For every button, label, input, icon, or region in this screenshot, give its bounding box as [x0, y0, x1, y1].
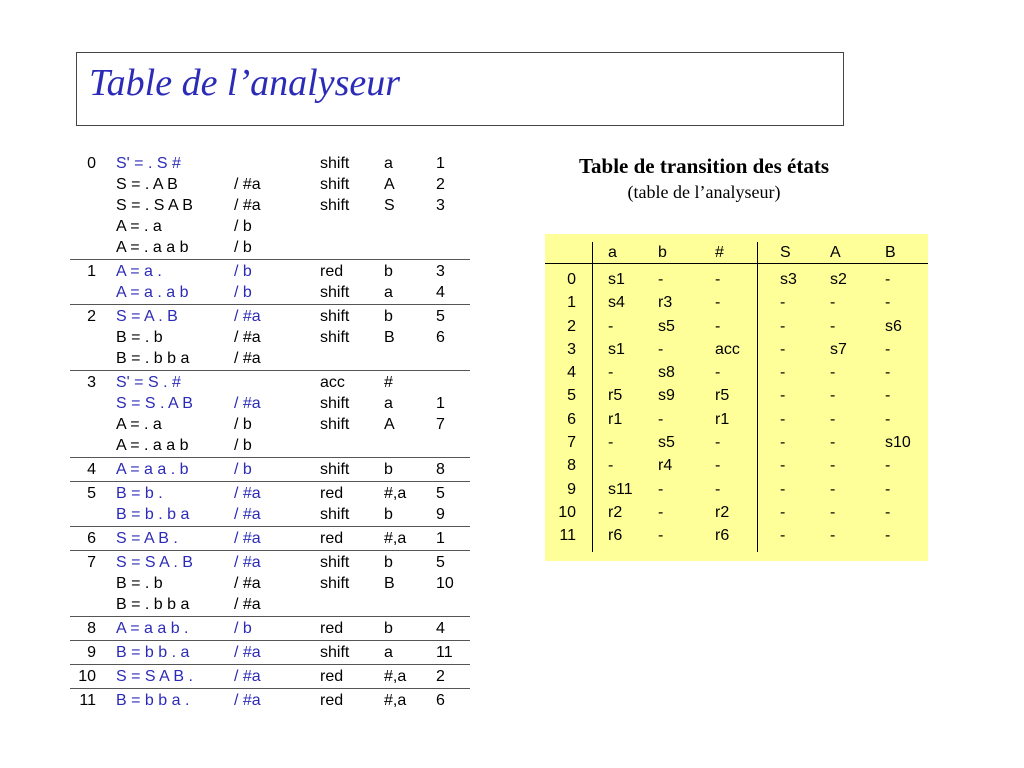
item-production: B = b .: [116, 485, 163, 502]
transition-cell: s7: [830, 340, 847, 358]
transition-cell: -: [780, 457, 786, 475]
transition-row: [545, 408, 928, 431]
transition-cell: -: [830, 364, 836, 382]
item-production: S = . S A B: [116, 197, 193, 214]
item-production: B = . b: [116, 329, 163, 346]
item-symbol: b: [384, 620, 393, 637]
state-item-row: [70, 348, 470, 369]
item-symbol: a: [384, 155, 393, 172]
transition-cell: -: [780, 480, 786, 498]
transition-cell: r4: [658, 457, 673, 475]
state-number: 6: [87, 530, 96, 547]
transition-cell: s5: [658, 317, 675, 335]
item-target: 5: [436, 485, 445, 502]
state-block-1: [70, 260, 470, 305]
transition-cell: -: [658, 527, 664, 545]
transition-header-cell: B: [885, 244, 896, 261]
transition-cell: r6: [715, 527, 730, 545]
item-production: B = b b . a: [116, 644, 190, 661]
item-action: shift: [320, 329, 350, 346]
transition-cell: -: [715, 457, 721, 475]
state-block-11: [70, 689, 470, 712]
transition-state-cell: 7: [567, 434, 576, 452]
item-action: shift: [320, 416, 350, 433]
item-production: S = S A B .: [116, 668, 193, 685]
state-item-row: [70, 459, 470, 480]
transition-cell: -: [715, 434, 721, 452]
item-production: B = b b a .: [116, 692, 190, 709]
item-production: A = . a: [116, 416, 162, 433]
item-symbol: b: [384, 461, 393, 478]
state-block-0: [70, 152, 470, 260]
item-production: S = . A B: [116, 176, 178, 193]
item-symbol: #,a: [384, 692, 407, 709]
transition-cell: -: [780, 294, 786, 312]
transition-cell: r2: [715, 503, 730, 521]
transition-cell: s4: [608, 294, 625, 312]
state-number: 11: [79, 692, 96, 709]
item-action: red: [320, 692, 344, 709]
state-item-row: [70, 666, 470, 687]
state-item-row: [70, 237, 470, 258]
item-lookahead: / b: [234, 461, 252, 478]
item-target: 7: [436, 416, 445, 433]
transition-row: [545, 384, 928, 407]
state-number: 0: [87, 155, 96, 172]
transition-row: [545, 501, 928, 524]
item-symbol: b: [384, 308, 393, 325]
state-item-row: [70, 594, 470, 615]
item-production: S = A . B: [116, 308, 178, 325]
transition-row: [545, 361, 928, 384]
transition-cell: s3: [780, 271, 797, 288]
state-item-row: [70, 528, 470, 549]
item-symbol: b: [384, 554, 393, 571]
item-action: red: [320, 530, 344, 547]
transition-row: [545, 291, 928, 314]
transition-cell: -: [608, 317, 614, 335]
item-lookahead: / #a: [234, 530, 261, 547]
transition-state-cell: 9: [567, 480, 576, 498]
item-target: 1: [436, 395, 445, 412]
item-lookahead: / #a: [234, 668, 261, 685]
state-item-row: [70, 573, 470, 594]
state-block-7: [70, 551, 470, 617]
state-block-10: [70, 665, 470, 689]
state-item-row: [70, 483, 470, 504]
state-number: 1: [87, 263, 96, 280]
transition-cell: s2: [830, 271, 847, 288]
transition-cell: -: [658, 340, 664, 358]
state-block-9: [70, 641, 470, 665]
transition-row: [545, 524, 928, 547]
item-lookahead: / #a: [234, 692, 261, 709]
transition-cell: r1: [715, 410, 730, 428]
state-number: 2: [87, 308, 96, 325]
item-lookahead: / #a: [234, 554, 261, 571]
transition-cell: -: [715, 317, 721, 335]
state-number: 3: [87, 374, 96, 391]
transition-cell: r5: [608, 387, 623, 405]
transition-cell: acc: [715, 340, 740, 358]
transition-cell: -: [885, 294, 891, 312]
item-production: A = . a a b: [116, 437, 189, 454]
transition-cell: -: [885, 457, 891, 475]
item-production: A = a .: [116, 263, 162, 280]
item-symbol: S: [384, 197, 395, 214]
transition-cell: r6: [608, 527, 623, 545]
item-production: S = S A . B: [116, 554, 193, 571]
state-item-row: [70, 282, 470, 303]
item-target: 1: [436, 155, 445, 172]
item-target: 8: [436, 461, 445, 478]
transition-cell: s8: [658, 364, 675, 382]
transition-cell: -: [658, 271, 664, 288]
item-action: shift: [320, 155, 350, 172]
transition-cell: r2: [608, 503, 623, 521]
item-symbol: #,a: [384, 530, 407, 547]
item-symbol: A: [384, 176, 395, 193]
transition-header-row: [545, 241, 928, 264]
item-symbol: B: [384, 575, 395, 592]
transition-cell: s11: [608, 480, 633, 498]
transition-cell: -: [885, 480, 891, 498]
item-target: 2: [436, 176, 445, 193]
transition-cell: -: [715, 364, 721, 382]
transition-cell: r3: [658, 294, 673, 312]
item-target: 2: [436, 668, 445, 685]
transition-cell: -: [608, 434, 614, 452]
transition-table-title: Table de transition des états: [578, 154, 830, 178]
slide-title: Table de l’analyseur: [89, 62, 401, 104]
item-symbol: a: [384, 644, 393, 661]
transition-cell: -: [885, 340, 891, 358]
state-number: 7: [87, 554, 96, 571]
transition-cell: -: [780, 503, 786, 521]
state-number: 5: [87, 485, 96, 502]
transition-cell: s9: [658, 387, 675, 405]
transition-cell: -: [830, 480, 836, 498]
item-target: 3: [436, 263, 445, 280]
state-block-5: [70, 482, 470, 527]
state-item-row: [70, 642, 470, 663]
item-production: S = S . A B: [116, 395, 193, 412]
state-block-6: [70, 527, 470, 551]
item-production: A = a . a b: [116, 284, 189, 301]
item-lookahead: / b: [234, 263, 252, 280]
item-production: S' = S . #: [116, 374, 181, 391]
title-box: [76, 52, 844, 126]
state-item-row: [70, 153, 470, 174]
item-action: acc: [320, 374, 345, 391]
transition-cell: -: [780, 317, 786, 335]
transition-state-cell: 8: [567, 457, 576, 475]
transition-cell: -: [830, 503, 836, 521]
transition-cell: -: [885, 387, 891, 405]
transition-state-cell: 1: [567, 294, 576, 312]
item-production: B = . b b a: [116, 596, 190, 613]
transition-cell: -: [715, 480, 721, 498]
item-target: 9: [436, 506, 445, 523]
transition-row: [545, 478, 928, 501]
item-lookahead: / #a: [234, 308, 261, 325]
item-lookahead: / #a: [234, 485, 261, 502]
item-symbol: A: [384, 416, 395, 433]
item-lookahead: / b: [234, 239, 252, 256]
transition-state-cell: 11: [559, 527, 576, 545]
state-block-2: [70, 305, 470, 371]
state-block-4: [70, 458, 470, 482]
transition-cell: -: [830, 317, 836, 335]
item-lookahead: / #a: [234, 197, 261, 214]
transition-cell: s10: [885, 434, 911, 452]
item-production: B = . b b a: [116, 350, 190, 367]
state-number: 4: [87, 461, 96, 478]
state-item-row: [70, 393, 470, 414]
item-lookahead: / #a: [234, 329, 261, 346]
transition-header-cell: #: [715, 244, 724, 261]
item-lookahead: / #a: [234, 350, 261, 367]
transition-cell: -: [780, 527, 786, 545]
item-target: 11: [436, 644, 453, 661]
transition-cell: -: [885, 410, 891, 428]
state-item-row: [70, 690, 470, 711]
state-block-3: [70, 371, 470, 458]
transition-cell: -: [780, 410, 786, 428]
transition-cell: -: [830, 294, 836, 312]
transition-cell: -: [608, 364, 614, 382]
item-target: 5: [436, 308, 445, 325]
parser-states-list: [70, 152, 470, 712]
item-lookahead: / #a: [234, 176, 261, 193]
state-block-8: [70, 617, 470, 641]
transition-cell: -: [780, 434, 786, 452]
item-target: 4: [436, 620, 445, 637]
item-production: S' = . S #: [116, 155, 181, 172]
item-action: red: [320, 668, 344, 685]
item-action: shift: [320, 506, 350, 523]
transition-state-cell: 4: [567, 364, 576, 382]
item-action: shift: [320, 461, 350, 478]
item-lookahead: / #a: [234, 506, 261, 523]
transition-table-subtitle: (table de l’analyseur): [627, 182, 781, 202]
transition-state-cell: 6: [567, 410, 576, 428]
item-action: red: [320, 485, 344, 502]
transition-table: [545, 234, 928, 561]
transition-header-cell: S: [780, 244, 791, 261]
item-lookahead: / #a: [234, 644, 261, 661]
item-target: 6: [436, 329, 445, 346]
transition-row: [545, 315, 928, 338]
item-action: red: [320, 620, 344, 637]
transition-cell: -: [780, 364, 786, 382]
transition-cell: -: [658, 480, 664, 498]
item-lookahead: / #a: [234, 596, 261, 613]
transition-row: [545, 268, 928, 291]
item-symbol: a: [384, 284, 393, 301]
transition-cell: -: [715, 271, 721, 288]
state-item-row: [70, 306, 470, 327]
transition-cell: -: [780, 387, 786, 405]
transition-cell: r1: [608, 410, 623, 428]
transition-state-cell: 10: [558, 503, 576, 521]
transition-cell: -: [885, 503, 891, 521]
item-symbol: #: [384, 374, 393, 391]
item-target: 3: [436, 197, 445, 214]
state-number: 9: [87, 644, 96, 661]
item-action: shift: [320, 308, 350, 325]
item-target: 6: [436, 692, 445, 709]
item-action: shift: [320, 644, 350, 661]
item-action: red: [320, 263, 344, 280]
transition-cell: -: [885, 364, 891, 382]
state-number: 10: [78, 668, 96, 685]
transition-cell: -: [608, 457, 614, 475]
item-lookahead: / b: [234, 620, 252, 637]
transition-header-cell: a: [608, 244, 617, 261]
state-item-row: [70, 261, 470, 282]
transition-cell: -: [830, 387, 836, 405]
transition-cell: s5: [658, 434, 675, 452]
transition-cell: -: [885, 527, 891, 545]
transition-header-cell: b: [658, 244, 667, 261]
item-action: shift: [320, 197, 350, 214]
state-item-row: [70, 174, 470, 195]
state-number: 8: [87, 620, 96, 637]
state-item-row: [70, 504, 470, 525]
transition-cell: s1: [608, 340, 625, 358]
transition-state-cell: 3: [567, 340, 576, 358]
item-lookahead: / b: [234, 437, 252, 454]
item-symbol: b: [384, 506, 393, 523]
item-production: A = . a: [116, 218, 162, 235]
item-symbol: b: [384, 263, 393, 280]
transition-cell: -: [658, 410, 664, 428]
item-action: shift: [320, 554, 350, 571]
transition-cell: -: [830, 527, 836, 545]
item-action: shift: [320, 395, 350, 412]
transition-state-cell: 2: [567, 317, 576, 335]
item-production: B = b . b a: [116, 506, 190, 523]
transition-cell: s1: [608, 271, 625, 288]
item-symbol: #,a: [384, 485, 407, 502]
item-action: shift: [320, 284, 350, 301]
transition-cell: -: [780, 340, 786, 358]
item-action: shift: [320, 575, 350, 592]
item-lookahead: / b: [234, 284, 252, 301]
item-production: A = a a b .: [116, 620, 189, 637]
transition-cell: -: [830, 457, 836, 475]
transition-state-cell: 0: [567, 271, 576, 288]
transition-cell: s6: [885, 317, 902, 335]
transition-header-cell: A: [830, 244, 841, 261]
state-item-row: [70, 372, 470, 393]
item-action: shift: [320, 176, 350, 193]
item-target: 4: [436, 284, 445, 301]
item-production: S = A B .: [116, 530, 178, 547]
item-lookahead: / b: [234, 416, 252, 433]
state-item-row: [70, 327, 470, 348]
transition-cell: -: [658, 503, 664, 521]
transition-cell: -: [715, 294, 721, 312]
transition-row: [545, 431, 928, 454]
item-lookahead: / b: [234, 218, 252, 235]
item-target: 5: [436, 554, 445, 571]
state-item-row: [70, 195, 470, 216]
transition-cell: -: [830, 410, 836, 428]
state-item-row: [70, 618, 470, 639]
item-target: 1: [436, 530, 445, 547]
transition-cell: -: [885, 271, 891, 288]
item-symbol: a: [384, 395, 393, 412]
transition-state-cell: 5: [567, 387, 576, 405]
item-symbol: #,a: [384, 668, 407, 685]
state-item-row: [70, 414, 470, 435]
transition-row: [545, 454, 928, 477]
transition-cell: -: [830, 434, 836, 452]
item-lookahead: / #a: [234, 395, 261, 412]
state-item-row: [70, 216, 470, 237]
item-symbol: B: [384, 329, 395, 346]
transition-cell: r5: [715, 387, 730, 405]
state-item-row: [70, 435, 470, 456]
transition-row: [545, 338, 928, 361]
item-target: 10: [436, 575, 454, 592]
item-lookahead: / #a: [234, 575, 261, 592]
item-production: A = a a . b: [116, 461, 189, 478]
item-production: B = . b: [116, 575, 163, 592]
state-item-row: [70, 552, 470, 573]
item-production: A = . a a b: [116, 239, 189, 256]
